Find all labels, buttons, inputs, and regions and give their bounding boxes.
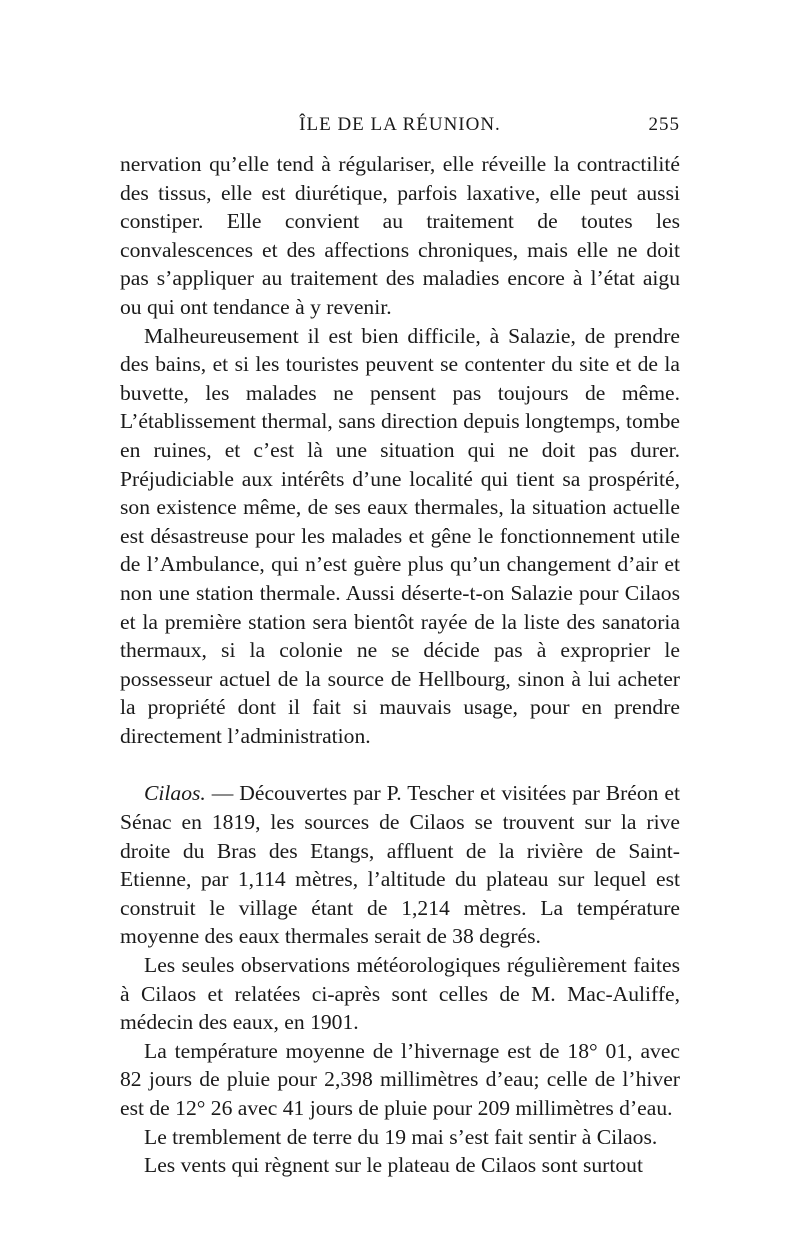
section-run-in-title: Cilaos.	[144, 781, 206, 806]
section-gap	[120, 750, 680, 779]
running-head	[120, 110, 680, 150]
running-title: ÎLE DE LA RÉUNION.	[299, 114, 501, 135]
paragraph-cilaos	[120, 779, 680, 951]
paragraph-temperature: La température moyenne de l’hivernage est de 18° 01, avec 82 jours de pluie pour 2,398 millimètres d’eau; celle de l’hiver est de 12° 26 avec 41 jours de pluie pour 209 millimètres d’eau.	[120, 1038, 680, 1120]
paragraph-salazie: Malheureusement il est bien difficile, à Salazie, de prendre des bains, et si les touristes peuvent se contenter du site et de la buvette, les malades ne pensent pas toujours de même. L’établissement thermal, sans direction depuis longtemps, tombe en ruines, et c’est là une situation qui ne doit pas durer. Préjudiciable aux intérêts d’une localité qui tient sa prospérité, son existence même, de ses eaux thermales, la situation actuelle est désastreuse pour les malades et gêne le fonctionnement utile de l’Ambulance, qui n’est guère plus qu’un changement d’air et non une station thermale. Aussi déserte-t-on Salazie pour Cilaos et la première station sera bientôt rayée de la liste des sanatoria thermaux, si la colonie ne se décide pas à exproprier le possesseur actuel de la source de Hellbourg, sinon à lui acheter la propriété dont il fait si mauvais usage, pour en prendre directement l’administration.	[120, 323, 680, 748]
page-number: 255	[648, 114, 680, 135]
paragraph-cilaos-text: — Découvertes par P. Tescher et visitées par Bréon et Sénac en 1819, les sources de Cilaos se trouvent sur la rive droite du Bras des Etangs, affluent de la rivière de Saint-Etienne, par 1,114 mètres, l’altitude du plateau sur lequel est construit le village étant de 1,214 mètres. La température moyenne des eaux thermales serait de 38 degrés.	[120, 781, 680, 949]
paragraph-continuation: nervation qu’elle tend à régulariser, elle réveille la contractilité des tissus, elle est diurétique, parfois laxative, elle peut aussi constiper. Elle convient au traitement de toutes les convalescences et des affections chroniques, mais elle ne doit pas s’appliquer au traitement des maladies encore à l’état aigu ou qui ont tendance à y revenir.	[120, 152, 680, 319]
book-page	[120, 110, 680, 1180]
paragraph-earthquake: Le tremblement de terre du 19 mai s’est fait sentir à Cilaos.	[144, 1124, 658, 1149]
paragraph-winds: Les vents qui règnent sur le plateau de Cilaos sont surtout	[144, 1153, 643, 1178]
body-text	[120, 150, 680, 1180]
paragraph-observations: Les seules observations météorologiques régulièrement faites à Cilaos et relatées ci-après sont celles de M. Mac-Auliffe, médecin des eaux, en 1901.	[120, 953, 680, 1035]
